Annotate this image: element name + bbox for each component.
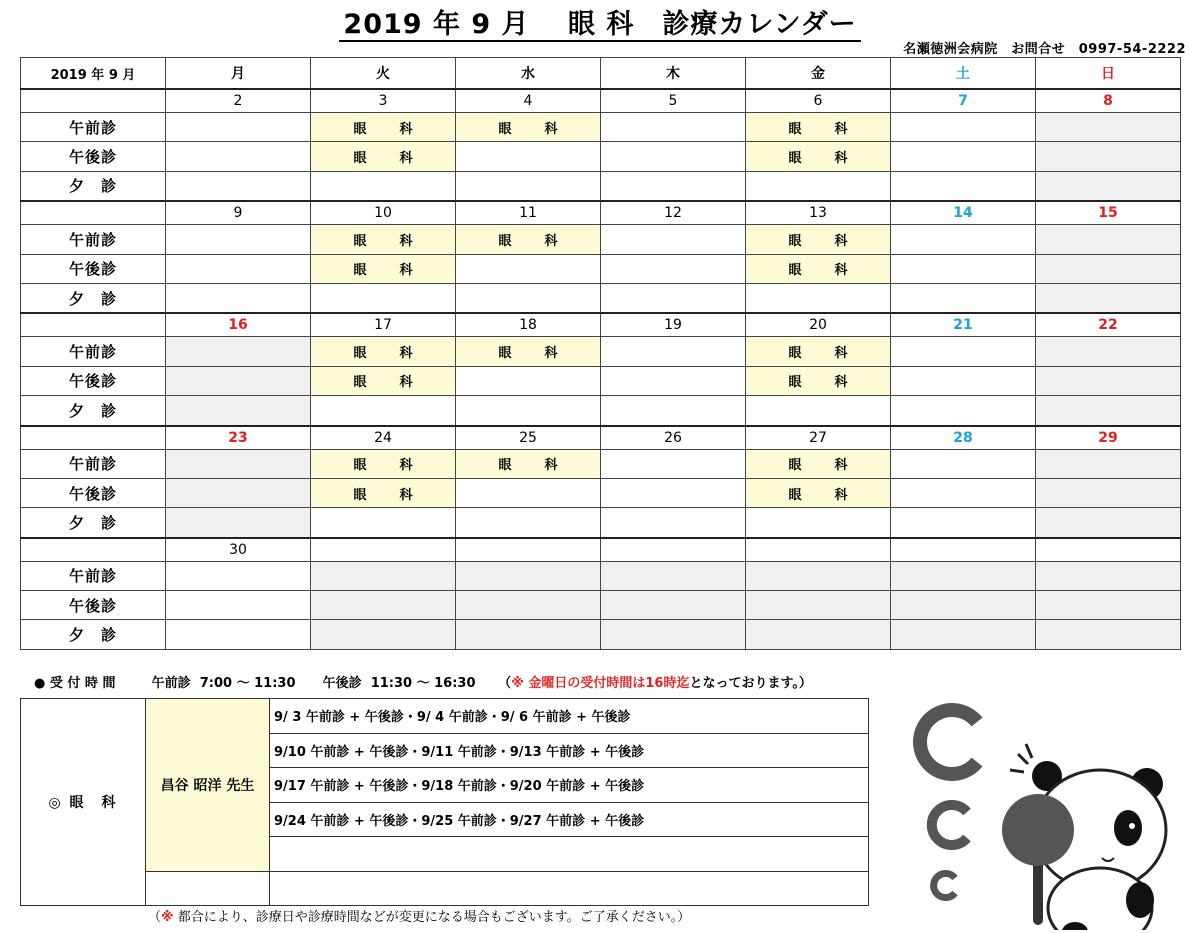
session-row — [21, 254, 1181, 283]
session-label: 午前診 — [21, 225, 166, 254]
dept-char: 科 — [834, 458, 848, 474]
clinic-calendar — [20, 57, 1181, 650]
schedule-slot — [270, 837, 869, 872]
session-cell — [456, 283, 601, 313]
date-cell: 29 — [1036, 426, 1181, 450]
date-row — [21, 538, 1181, 562]
session-cell — [601, 113, 746, 142]
session-cell — [601, 561, 746, 590]
ophthalmology-slot — [746, 142, 891, 171]
session-cell — [891, 113, 1036, 142]
weekday-header: 水 — [456, 58, 601, 90]
session-row — [21, 449, 1181, 478]
date-row-label — [21, 426, 166, 450]
session-label: 夕 診 — [21, 171, 166, 201]
session-label: 夕 診 — [21, 620, 166, 649]
session-cell — [166, 449, 311, 478]
landolt-ring-small — [934, 874, 955, 898]
weekday-header: 火 — [311, 58, 456, 90]
session-cell — [166, 620, 311, 649]
dept-char: 科 — [399, 151, 413, 167]
session-cell — [891, 171, 1036, 201]
schedule-slot: 9/ 3 午前診 + 午後診・9/ 4 午前診・9/ 6 午前診 + 午後診 — [270, 699, 869, 734]
session-cell — [1036, 561, 1181, 590]
date-cell: 19 — [601, 313, 746, 337]
dept-char: 科 — [399, 458, 413, 474]
dept-char: 科 — [399, 233, 413, 249]
schedule-row — [21, 699, 869, 734]
session-cell — [746, 283, 891, 313]
session-cell — [311, 561, 456, 590]
ophthalmology-slot — [311, 225, 456, 254]
date-row-label — [21, 89, 166, 113]
dept-char: 眼 — [353, 375, 367, 391]
date-cell: 30 — [166, 538, 311, 562]
dept-char: 眼 — [788, 487, 802, 503]
date-cell: 4 — [456, 89, 601, 113]
session-label: 午後診 — [21, 142, 166, 171]
dept-name: ◎ 眼 科 — [21, 699, 146, 906]
ophthalmology-slot — [746, 225, 891, 254]
ophthalmology-slot — [456, 337, 601, 366]
date-cell: 18 — [456, 313, 601, 337]
session-cell — [1036, 254, 1181, 283]
session-label: 午後診 — [21, 591, 166, 620]
date-cell: 10 — [311, 201, 456, 225]
session-cell — [1036, 449, 1181, 478]
session-label: 午前診 — [21, 337, 166, 366]
session-cell — [601, 142, 746, 171]
session-cell — [1036, 225, 1181, 254]
session-cell — [1036, 478, 1181, 507]
schedule-row — [21, 871, 869, 906]
session-cell — [1036, 337, 1181, 366]
session-label: 夕 診 — [21, 508, 166, 538]
date-cell: 23 — [166, 426, 311, 450]
session-cell — [166, 142, 311, 171]
session-cell — [746, 620, 891, 649]
ophthalmology-slot — [311, 366, 456, 395]
dept-char: 眼 — [788, 375, 802, 391]
date-cell — [456, 538, 601, 562]
date-row — [21, 201, 1181, 225]
dept-char: 科 — [834, 151, 848, 167]
date-cell: 9 — [166, 201, 311, 225]
ophthalmology-slot — [746, 337, 891, 366]
date-cell: 11 — [456, 201, 601, 225]
panda-eye-test-icon — [905, 700, 1195, 930]
session-cell — [456, 591, 601, 620]
dept-char: 眼 — [788, 233, 802, 249]
date-cell: 24 — [311, 426, 456, 450]
session-cell — [456, 396, 601, 426]
session-row — [21, 508, 1181, 538]
session-cell — [166, 508, 311, 538]
session-cell — [891, 142, 1036, 171]
dept-char: 科 — [834, 375, 848, 391]
date-cell — [746, 538, 891, 562]
session-cell — [1036, 366, 1181, 395]
date-cell — [311, 538, 456, 562]
date-row — [21, 426, 1181, 450]
session-cell — [1036, 620, 1181, 649]
session-cell — [456, 171, 601, 201]
session-cell — [1036, 113, 1181, 142]
weekday-header: 土 — [891, 58, 1036, 90]
doctor-name: 昌谷 昭洋 先生 — [146, 699, 270, 872]
date-cell: 7 — [891, 89, 1036, 113]
session-label: 午前診 — [21, 561, 166, 590]
session-cell — [601, 283, 746, 313]
doctor-schedule — [20, 698, 869, 906]
dept-char: 眼 — [353, 458, 367, 474]
dept-char: 眼 — [788, 458, 802, 474]
dept-char: 科 — [834, 263, 848, 279]
schedule-slot: 9/17 午前診 + 午後診・9/18 午前診・9/20 午前診 + 午後診 — [270, 768, 869, 803]
session-cell — [746, 171, 891, 201]
session-cell — [891, 337, 1036, 366]
session-cell — [891, 478, 1036, 507]
ophthalmology-slot — [746, 113, 891, 142]
dept-char: 科 — [834, 233, 848, 249]
date-row — [21, 313, 1181, 337]
dept-char: 科 — [399, 263, 413, 279]
session-label: 午後診 — [21, 366, 166, 395]
session-cell — [166, 225, 311, 254]
dept-char: 科 — [834, 346, 848, 362]
date-cell: 26 — [601, 426, 746, 450]
session-cell — [891, 561, 1036, 590]
session-cell — [891, 396, 1036, 426]
ophthalmology-slot — [311, 142, 456, 171]
weekday-header: 月 — [166, 58, 311, 90]
dept-char: 科 — [834, 487, 848, 503]
reception-hours: ● 受 付 時 間 午前診 7:00 ～ 11:30 午後診 11:30 ～ 16:30 （※ 金曜日の受付時間は16時迄となっております。） — [34, 676, 812, 691]
date-cell — [1036, 538, 1181, 562]
dept-char: 科 — [544, 346, 558, 362]
date-cell: 22 — [1036, 313, 1181, 337]
dept-char: 眼 — [498, 233, 512, 249]
session-label: 夕 診 — [21, 396, 166, 426]
session-cell — [456, 254, 601, 283]
date-row-label — [21, 538, 166, 562]
dept-char: 眼 — [353, 151, 367, 167]
doctor-empty-cell — [146, 871, 270, 906]
session-cell — [601, 396, 746, 426]
date-row-label — [21, 201, 166, 225]
session-cell — [456, 142, 601, 171]
session-cell — [166, 366, 311, 395]
page-title: 2019 年 9 月 眼 科 診療カレンダー — [0, 2, 1200, 41]
session-cell — [746, 508, 891, 538]
dept-char: 眼 — [788, 151, 802, 167]
session-cell — [601, 337, 746, 366]
session-cell — [746, 591, 891, 620]
session-cell — [166, 591, 311, 620]
dept-char: 眼 — [498, 458, 512, 474]
dept-char: 眼 — [788, 346, 802, 362]
date-cell: 3 — [311, 89, 456, 113]
date-cell: 20 — [746, 313, 891, 337]
landolt-ring-medium — [932, 805, 967, 845]
session-cell — [311, 283, 456, 313]
session-row — [21, 171, 1181, 201]
session-row — [21, 591, 1181, 620]
ophthalmology-slot — [311, 449, 456, 478]
footnote: （※ 都合により、診療日や診療時間などが変更になる場合もございます。ご了承ください。） — [148, 910, 691, 925]
weekday-header: 木 — [601, 58, 746, 90]
dept-char: 科 — [399, 487, 413, 503]
session-cell — [166, 337, 311, 366]
date-cell: 28 — [891, 426, 1036, 450]
session-cell — [746, 396, 891, 426]
calendar-header-row — [21, 58, 1181, 90]
session-cell — [456, 366, 601, 395]
ophthalmology-slot — [311, 113, 456, 142]
date-cell: 25 — [456, 426, 601, 450]
session-row — [21, 561, 1181, 590]
schedule-slot: 9/24 午前診 + 午後診・9/25 午前診・9/27 午前診 + 午後診 — [270, 802, 869, 837]
session-cell — [601, 171, 746, 201]
dept-char: 眼 — [353, 487, 367, 503]
date-cell: 6 — [746, 89, 891, 113]
session-cell — [601, 225, 746, 254]
session-cell — [601, 620, 746, 649]
session-cell — [1036, 283, 1181, 313]
dept-char: 科 — [544, 121, 558, 137]
dept-char: 眼 — [498, 346, 512, 362]
date-cell: 15 — [1036, 201, 1181, 225]
hospital-contact: 名瀬徳洲会病院 お問合せ 0997-54-2222 — [903, 42, 1186, 57]
session-row — [21, 396, 1181, 426]
session-label: 午前診 — [21, 449, 166, 478]
ophthalmology-slot — [311, 254, 456, 283]
session-cell — [311, 508, 456, 538]
session-cell — [166, 254, 311, 283]
date-cell — [891, 538, 1036, 562]
dept-char: 眼 — [353, 346, 367, 362]
landolt-ring-large — [920, 710, 977, 774]
session-cell — [1036, 396, 1181, 426]
date-cell: 12 — [601, 201, 746, 225]
session-cell — [1036, 508, 1181, 538]
date-row — [21, 89, 1181, 113]
date-cell: 17 — [311, 313, 456, 337]
dept-char: 眼 — [498, 121, 512, 137]
session-cell — [456, 561, 601, 590]
session-cell — [1036, 591, 1181, 620]
session-cell — [601, 591, 746, 620]
session-cell — [166, 283, 311, 313]
dept-char: 科 — [834, 121, 848, 137]
session-cell — [891, 449, 1036, 478]
session-cell — [311, 591, 456, 620]
dept-char: 眼 — [353, 121, 367, 137]
session-cell — [166, 171, 311, 201]
schedule-slot — [270, 871, 869, 906]
schedule-slot: 9/10 午前診 + 午後診・9/11 午前診・9/13 午前診 + 午後診 — [270, 733, 869, 768]
session-row — [21, 283, 1181, 313]
date-row-label — [21, 313, 166, 337]
session-cell — [891, 283, 1036, 313]
session-cell — [891, 620, 1036, 649]
session-row — [21, 366, 1181, 395]
dept-char: 科 — [399, 121, 413, 137]
session-row — [21, 225, 1181, 254]
session-row — [21, 620, 1181, 649]
session-row — [21, 113, 1181, 142]
session-cell — [601, 449, 746, 478]
session-cell — [311, 620, 456, 649]
dept-char: 科 — [399, 375, 413, 391]
date-cell: 2 — [166, 89, 311, 113]
ophthalmology-slot — [746, 254, 891, 283]
ophthalmology-slot — [456, 225, 601, 254]
session-cell — [891, 366, 1036, 395]
session-label: 午後診 — [21, 254, 166, 283]
session-cell — [311, 171, 456, 201]
session-label: 午後診 — [21, 478, 166, 507]
session-cell — [1036, 171, 1181, 201]
session-label: 午前診 — [21, 113, 166, 142]
session-cell — [601, 478, 746, 507]
session-cell — [891, 254, 1036, 283]
date-cell: 5 — [601, 89, 746, 113]
date-cell: 21 — [891, 313, 1036, 337]
session-cell — [891, 225, 1036, 254]
ophthalmology-slot — [456, 449, 601, 478]
session-cell — [891, 508, 1036, 538]
session-cell — [456, 508, 601, 538]
session-cell — [456, 478, 601, 507]
session-cell — [456, 620, 601, 649]
date-cell: 8 — [1036, 89, 1181, 113]
dept-char: 眼 — [788, 263, 802, 279]
session-cell — [891, 591, 1036, 620]
date-cell: 13 — [746, 201, 891, 225]
date-cell — [601, 538, 746, 562]
session-label: 夕 診 — [21, 283, 166, 313]
session-row — [21, 337, 1181, 366]
dept-char: 眼 — [788, 121, 802, 137]
session-row — [21, 142, 1181, 171]
session-cell — [601, 254, 746, 283]
weekday-header: 日 — [1036, 58, 1181, 90]
ophthalmology-slot — [746, 366, 891, 395]
weekday-header: 金 — [746, 58, 891, 90]
session-cell — [601, 366, 746, 395]
session-cell — [166, 113, 311, 142]
panda — [1002, 744, 1166, 930]
date-cell: 27 — [746, 426, 891, 450]
ophthalmology-slot — [746, 449, 891, 478]
session-cell — [166, 561, 311, 590]
session-cell — [166, 478, 311, 507]
month-label: 2019 年 9 月 — [21, 58, 166, 90]
ophthalmology-slot — [746, 478, 891, 507]
dept-char: 科 — [399, 346, 413, 362]
dept-char: 科 — [544, 233, 558, 249]
date-cell: 16 — [166, 313, 311, 337]
session-row — [21, 478, 1181, 507]
dept-char: 眼 — [353, 263, 367, 279]
session-cell — [601, 508, 746, 538]
session-cell — [1036, 142, 1181, 171]
session-cell — [166, 396, 311, 426]
session-cell — [311, 396, 456, 426]
session-cell — [746, 561, 891, 590]
dept-char: 科 — [544, 458, 558, 474]
dept-char: 眼 — [353, 233, 367, 249]
ophthalmology-slot — [311, 337, 456, 366]
ophthalmology-slot — [311, 478, 456, 507]
date-cell: 14 — [891, 201, 1036, 225]
ophthalmology-slot — [456, 113, 601, 142]
